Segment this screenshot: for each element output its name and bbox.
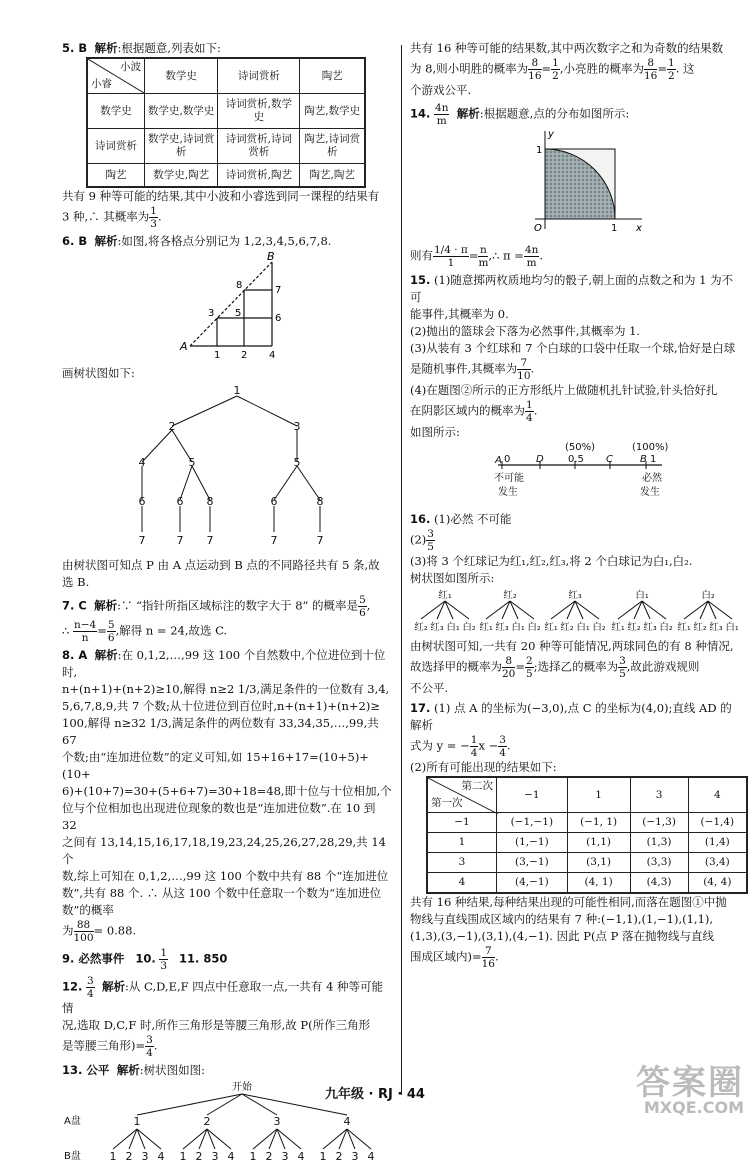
svg-text:B: B xyxy=(640,454,647,465)
tree-node-top: 红₂ xyxy=(503,590,517,601)
svg-text:5: 5 xyxy=(235,308,242,319)
tree-node-leaf: 白₂ xyxy=(527,622,541,633)
svg-text:5: 5 xyxy=(188,456,196,469)
tree-node-b: 4 xyxy=(297,1150,305,1163)
svg-text:6: 6 xyxy=(138,495,146,508)
svg-text:7: 7 xyxy=(270,534,278,547)
tree-node-leaf: 红₃ xyxy=(430,622,444,633)
svg-text:1: 1 xyxy=(611,223,618,234)
tree-node-leaf: 红₁ xyxy=(677,622,691,633)
svg-text:A: A xyxy=(495,455,502,466)
svg-text:A: A xyxy=(180,340,188,353)
fraction: $\frac{4n}{m}$ xyxy=(435,102,449,127)
question-8: 8. A 解析:在 0,1,2,…,99 这 100 个自然数中,个位进位到十位时, n+(n+1)+(n+2)≥10,解得 n≥2 1/3,满足条件的一位数有 3,4, 5,6,7,8,9,共 7 个数;从十位进位到百位时,n+(n+1)+(n+2)≥ 100,解得 n≥32 1/3,满足条件的两位数有 33,34,35,…,99,共 67 个数;由“连加进位数”的定义可知,如 15+16+17=(10+5)+(10+ 6)+(10+7)=30+(5+6+7)=30+18=48,即十位与十位相加,个 位与个位相加也出现进位现象的数也是“连加进位数”.在 10 到 32 之间有 13,14,15,16,17,18,19,23,24,25,26,27,28,29,共 14 个 数,综上可知在 0,1,2,…,99 这 100 个数中共有 88 个“连加进位 数”,共有 88 个. ∴ 从这 100 个数中任意取一个数为“连加进位数”的概率 为 $\frac{88}{100}$ = 0.88. xyxy=(62,648,392,944)
svg-text:0.5: 0.5 xyxy=(568,454,584,465)
question-9-11: 9. 必然事件 10. $\frac{1}{3}$ 11. 850 xyxy=(62,947,228,972)
table-row: −1 (−1,−1) (−1, 1) (−1,3) (−1,4) xyxy=(427,813,747,833)
svg-text:2: 2 xyxy=(168,420,176,433)
svg-text:O: O xyxy=(534,223,542,234)
tree-node-b: 3 xyxy=(281,1150,289,1163)
fraction: $\frac{1}{3}$ xyxy=(160,947,168,972)
tree-node-leaf: 红₂ xyxy=(627,622,641,633)
tree-node-leaf: 红₁ xyxy=(479,622,493,633)
fraction: $\frac{1}{4}$ xyxy=(470,734,478,759)
question-12: 12. $\frac{3}{4}$ 解析:从 C,D,E,F 四点中任意取一点,一共有 4 种等可能情 况,选取 D,C,F 时,所作三角形是等腰三角形,故 P(所作三角形 是等腰三角形)= $\frac{3}{4}$ . xyxy=(62,975,384,1059)
fraction: $\frac{1}{2}$ xyxy=(668,57,675,82)
question-7: 7. C 解析:∵ “指针所指区域标注的数字大于 8” 的概率是 $\frac{5}{6}$ , ∴ $\frac{n-4}{n}$ = $\frac{5}{6}$ ,解得 n = 24,故选 C. xyxy=(62,594,371,644)
svg-text:4: 4 xyxy=(269,350,276,360)
table-row: 1 (1,−1) (1,1) (1,3) (1,4) xyxy=(427,833,747,853)
tree-node-leaf: 红₃ xyxy=(643,622,657,633)
fraction: $\frac{3}{5}$ xyxy=(619,655,626,680)
svg-text:开始: 开始 xyxy=(232,1082,252,1093)
question-14: 14. $\frac{4n}{m}$ 解析:根据题意,点的分布如图所示: y x O 1 1 则有 $\frac{1/4 \cdot \pi}{1}$ = $\frac{n}{m}$ ,∴ π = $\frac{4n}{m}$ . xyxy=(410,102,740,269)
svg-text:B: B xyxy=(267,250,275,263)
fraction: $\frac{3}{4}$ xyxy=(499,734,506,759)
tree-node-b: 1 xyxy=(249,1150,257,1163)
tree-node-b: 3 xyxy=(141,1150,149,1163)
fraction: $\frac{8}{16}$ xyxy=(528,57,542,82)
svg-text:C: C xyxy=(606,454,613,465)
tree-node-leaf: 白₁ xyxy=(725,622,739,633)
table-row: 4 (4,−1) (4, 1) (4,3) (4, 4) xyxy=(427,873,747,894)
tree-node-b: 1 xyxy=(179,1150,187,1163)
svg-text:7: 7 xyxy=(176,534,184,547)
q14-quarter-circle-figure xyxy=(410,127,740,239)
fraction: $\frac{7}{10}$ xyxy=(517,357,531,382)
svg-text:发生: 发生 xyxy=(498,487,518,498)
fraction: $\frac{5}{6}$ xyxy=(107,619,115,644)
svg-text:2: 2 xyxy=(241,350,248,360)
question-5: 5. B 解析:根据题意,列表如下: 小波 小睿 数学史 诗词赏析 陶艺 数学史 数学史,数学史 诗词赏析,数学史 陶艺,数学史 诗词赏析 数学史,诗词赏析 诗词赏析,诗词赏析 陶艺,诗词赏析 陶艺 数学史,陶艺 诗词赏析,陶艺 陶艺,陶艺 共有 9 种等可能的结果,其中小波和小睿选到同一课程的结果有 3 种,∴ 其概率为 $\frac{1}{3}$ . xyxy=(62,41,380,230)
svg-text:1: 1 xyxy=(536,145,543,156)
tree-node-top: 红₃ xyxy=(568,590,582,601)
svg-text:8: 8 xyxy=(236,280,243,291)
question-13: 13. 公平 解析:树状图如图: 开始 A盘 B盘 1 1 2 3 4 2 1 2 3 4 3 1 2 3 4 4 1 2 3 4 xyxy=(62,1062,392,1174)
tree-node-leaf: 红₁ xyxy=(611,622,625,633)
fraction: $\frac{88}{100}$ xyxy=(73,919,94,944)
q6-tree-diagram xyxy=(62,382,392,552)
fraction: $\frac{3}{4}$ xyxy=(87,975,94,1000)
fraction: $\frac{5}{6}$ xyxy=(359,594,366,619)
tree-node-b: 2 xyxy=(195,1150,203,1163)
question-13-continued: 共有 16 种等可能的结果数,其中两次数字之和为奇数的结果数 为 8,则小明胜的概率为 $\frac{8}{16}$ = $\frac{1}{2}$ ,小亮胜的概率为 $\frac{8}{16}$ = $\frac{1}{2}$ . 这 个游戏公平. xyxy=(410,41,724,97)
svg-text:3: 3 xyxy=(208,308,215,319)
svg-text:A盘: A盘 xyxy=(64,1116,81,1127)
fraction: $\frac{2}{5}$ xyxy=(526,655,533,680)
tree-node-a: 4 xyxy=(343,1115,351,1128)
tree-node-leaf: 白₁ xyxy=(511,622,525,633)
svg-text:3: 3 xyxy=(293,420,301,433)
tree-node-leaf: 红₃ xyxy=(495,622,509,633)
tree-node-leaf: 红₃ xyxy=(709,622,723,633)
tree-node-leaf: 白₂ xyxy=(462,622,476,633)
tree-node-top: 红₁ xyxy=(438,590,452,601)
page-footer: 九年级 · RJ · 44 xyxy=(325,1087,425,1102)
tree-node-b: 2 xyxy=(265,1150,273,1163)
fraction: $\frac{n-4}{n}$ xyxy=(73,619,97,644)
tree-node-leaf: 白₁ xyxy=(446,622,460,633)
q6-grid-figure xyxy=(62,250,392,360)
svg-text:(100%): (100%) xyxy=(632,442,669,453)
tree-node-leaf: 红₂ xyxy=(560,622,574,633)
q16-tree-diagram xyxy=(410,587,740,633)
svg-text:x: x xyxy=(636,223,642,234)
tree-node-leaf: 红₁ xyxy=(544,622,558,633)
q15-probability-line xyxy=(410,441,740,503)
svg-text:1: 1 xyxy=(214,350,221,360)
table-row: 3 (3,−1) (3,1) (3,3) (3,4) xyxy=(427,853,747,873)
fraction: $\frac{7}{16}$ xyxy=(481,945,495,970)
tree-node-leaf: 红₂ xyxy=(693,622,707,633)
svg-text:D: D xyxy=(536,454,544,465)
q17-corner-cell: 第二次 第一次 xyxy=(427,777,497,813)
svg-text:4: 4 xyxy=(138,456,146,469)
tree-node-leaf: 白₂ xyxy=(659,622,673,633)
tree-node-a: 1 xyxy=(133,1115,141,1128)
tree-node-top: 白₂ xyxy=(701,590,715,601)
svg-text:5: 5 xyxy=(293,456,301,469)
svg-text:7: 7 xyxy=(316,534,324,547)
svg-text:1: 1 xyxy=(233,384,241,397)
right-column xyxy=(410,40,740,970)
tree-node-b: 1 xyxy=(109,1150,117,1163)
svg-text:必然: 必然 xyxy=(642,473,662,484)
table-row: 陶艺 数学史,陶艺 诗词赏析,陶艺 陶艺,陶艺 xyxy=(87,164,365,188)
svg-text:8: 8 xyxy=(206,495,214,508)
fraction: $\frac{1/4 \cdot \pi}{1}$ xyxy=(434,244,468,269)
tree-node-leaf: 红₂ xyxy=(414,622,428,633)
svg-text:1: 1 xyxy=(650,454,657,465)
fraction: $\frac{3}{4}$ xyxy=(146,1034,153,1059)
svg-text:8: 8 xyxy=(316,495,324,508)
svg-text:6: 6 xyxy=(176,495,184,508)
table-row: 诗词赏析 数学史,诗词赏析 诗词赏析,诗词赏析 陶艺,诗词赏析 xyxy=(87,129,365,164)
tree-node-b: 3 xyxy=(211,1150,219,1163)
svg-text:0: 0 xyxy=(504,454,511,465)
fraction: $\frac{n}{m}$ xyxy=(478,244,489,269)
tree-node-b: 2 xyxy=(335,1150,343,1163)
tree-node-leaf: 白₂ xyxy=(592,622,606,633)
svg-text:7: 7 xyxy=(138,534,146,547)
question-17: 17. (1) 点 A 的坐标为(−3,0),点 C 的坐标为(4,0);直线 AD 的解析 式为 y = − $\frac{1}{4}$ x − $\frac{3}{4}$ . (2)所有可能出现的结果如下: 第二次 第一次 −1 1 3 4 −1 (−1,−1) (−1, 1) (−1,3) (−1,4) 1 (1,−1) (1,1) (1,3) (1,4) 3 (3,−1) (3,1) (3,3) (3,4) 4 (4,−1) (4, 1) (4,3) (4, 4) 共有 16 种结果,每种结果出现的可能性相同,而落在题图①中抛 物线与直线围成区域内的结果有 7 种:(−1,1),(1,−1),(1,1), (1,3),(3,−1),(3,1),(4,−1). 因此 P(点 P 落在抛物线与直线 围成区域内)= $\frac{7}{16}$ . xyxy=(410,700,740,970)
svg-text:7: 7 xyxy=(206,534,214,547)
tree-node-b: 4 xyxy=(227,1150,235,1163)
svg-text:不可能: 不可能 xyxy=(494,473,524,484)
tree-node-a: 2 xyxy=(203,1115,211,1128)
question-6: 6. B 解析:如图,将各格点分别记为 1,2,3,4,5,6,7,8. A B 1 2 4 3 8 5 6 7 画树状图如下: 1 2 3 4 5 5 6 6 8 6 8 7 7 7 7 7 由树状图可知点 P 由 A 点运动到 B 点的不同路径共有 5 条,故 选 B. xyxy=(62,233,392,591)
tree-node-leaf: 白₁ xyxy=(576,622,590,633)
svg-text:(50%): (50%) xyxy=(565,442,596,453)
svg-text:y: y xyxy=(548,129,554,140)
tree-node-b: 1 xyxy=(319,1150,327,1163)
q5-table: 小波 小睿 数学史 诗词赏析 陶艺 数学史 数学史,数学史 诗词赏析,数学史 陶艺,数学史 诗词赏析 数学史,诗词赏析 诗词赏析,诗词赏析 陶艺,诗词赏析 陶艺 数学史,陶艺 诗词赏析,陶艺 陶艺,陶艺 xyxy=(86,57,366,188)
fraction: $\frac{8}{16}$ xyxy=(644,57,658,82)
table-row: 数学史 数学史,数学史 诗词赏析,数学史 陶艺,数学史 xyxy=(87,94,365,129)
question-16: 16. (1)必然 不可能 (2) $\frac{3}{5}$ (3)将 3 个红球记为红₁,红₂,红₃,将 2 个白球记为白₁,白₂. 树状图如图所示: 红₁ 红₂ 红₃ 白₁ 白₂ 红₂ 红₁ 红₃ 白₁ 白₂ 红₃ 红₁ 红₂ 白₁ 白₂ 白₁ 红₁ 红₂ 红₃ 白₂ 白₂ 红₁ 红₂ 红₃ 白₁ 由树状图可知,一共有 20 种等可能情况,两球同色的有 8 种情况, 故选择甲的概率为 $\frac{8}{20}$ = $\frac{2}{5}$ ;选择乙的概率为 $\frac{3}{5}$ ,故此游戏规则 不公平. xyxy=(410,512,739,695)
watermark-logo: 答案圈 MXQE.COM xyxy=(636,1063,744,1117)
fraction: $\frac{1}{2}$ xyxy=(552,57,559,82)
svg-text:6: 6 xyxy=(275,313,282,324)
tree-node-a: 3 xyxy=(273,1115,281,1128)
fraction: $\frac{8}{20}$ xyxy=(502,655,516,680)
svg-text:B盘: B盘 xyxy=(64,1151,81,1162)
question-15: 15. (1)随意掷两枚质地均匀的骰子,朝上面的点数之和为 1 为不可 能事件,其概率为 0. (2)抛出的篮球会下落为必然事件,其概率为 1. (3)从装有 3 个红球和 7 个白球的口袋中任取一个球,恰好是白球 是随机事件,其概率为 $\frac{7}{10}$ . (4)在题图②所示的正方形纸片上做随机扎针试验,针头恰好扎 在阴影区域内的概率为 $\frac{1}{4}$ . 如图所示: (50%) (100%) A 0 D 0.5 C B 1 不可能 发生 必然 发生 xyxy=(410,272,740,508)
fraction: $\frac{4n}{m}$ xyxy=(524,244,539,269)
fraction: $\frac{1}{3}$ xyxy=(150,205,157,230)
tree-node-b: 4 xyxy=(157,1150,165,1163)
tree-node-b: 3 xyxy=(351,1150,359,1163)
fraction: $\frac{1}{4}$ xyxy=(526,399,533,424)
svg-text:7: 7 xyxy=(275,285,282,296)
tree-node-top: 白₁ xyxy=(635,590,649,601)
svg-text:6: 6 xyxy=(270,495,278,508)
q17-table: 第二次 第一次 −1 1 3 4 −1 (−1,−1) (−1, 1) (−1,3) (−1,4) 1 (1,−1) (1,1) (1,3) (1,4) 3 (3,−1) (3,1) (3,3) (3,4) 4 (4,−1) (4, 1) (4,3) (4, 4) xyxy=(426,776,748,894)
q5-corner-cell: 小波 小睿 xyxy=(87,58,145,94)
fraction: $\frac{3}{5}$ xyxy=(427,528,434,553)
tree-node-b: 4 xyxy=(367,1150,375,1163)
svg-text:发生: 发生 xyxy=(640,487,660,498)
left-column xyxy=(62,40,392,1174)
tree-node-b: 2 xyxy=(125,1150,133,1163)
column-divider xyxy=(401,45,402,1095)
